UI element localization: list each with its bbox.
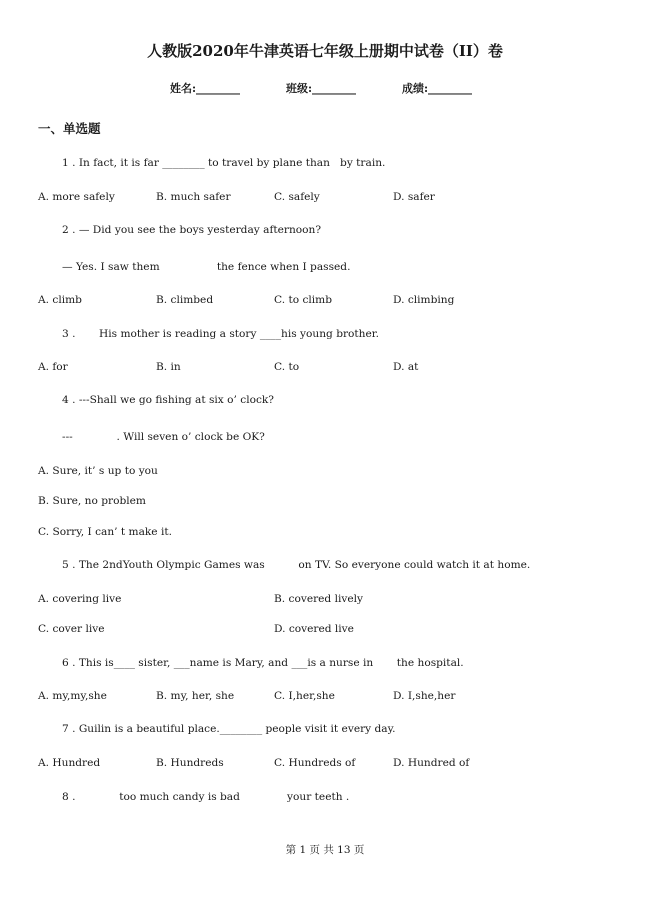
score-field: 成绩:________ xyxy=(402,82,473,95)
page-footer: 第 1 页 共 13 页 xyxy=(285,844,365,856)
question-5-option-c: C. cover live xyxy=(38,623,105,635)
question-7-option-c: C. Hundreds of xyxy=(274,757,356,769)
question-1-option-d: D. safer xyxy=(393,191,435,203)
question-1-option-c: C. safely xyxy=(274,191,320,203)
question-7-stem: 7 . Guilin is a beautiful place.________ people visit it every day. xyxy=(62,723,396,735)
question-3-option-c: C. to xyxy=(274,361,300,373)
question-4-stem: 4 . ---Shall we go fishing at six o’ clock? xyxy=(62,394,274,406)
question-5-option-d: D. covered live xyxy=(274,623,354,635)
page-title: 人教版2020年牛津英语七年级上册期中试卷（II）卷 xyxy=(147,42,503,60)
question-3-option-d: D. at xyxy=(393,361,419,373)
question-5-option-b: B. covered lively xyxy=(274,593,363,605)
question-1-option-a: A. more safely xyxy=(38,191,115,203)
question-5-option-a: A. covering live xyxy=(38,593,122,605)
question-1-option-b: B. much safer xyxy=(156,191,231,203)
question-3-stem: 3 . His mother is reading a story ____his young brother. xyxy=(62,328,380,340)
question-3-option-b: B. in xyxy=(156,361,181,373)
section-title: 一、单选题 xyxy=(38,121,101,136)
question-8-stem: 8 . too much candy is bad your teeth . xyxy=(62,791,350,803)
question-6-option-d: D. I,she,her xyxy=(393,690,456,702)
class-field: 班级:________ xyxy=(286,82,357,95)
name-field: 姓名:________ xyxy=(170,82,241,95)
question-4-option-b: B. Sure, no problem xyxy=(38,495,146,507)
question-6-option-c: C. I,her,she xyxy=(274,690,335,702)
question-6-option-b: B. my, her, she xyxy=(156,690,235,702)
question-6-option-a: A. my,my,she xyxy=(38,690,107,702)
question-2-option-c: C. to climb xyxy=(274,294,333,306)
question-2-option-d: D. climbing xyxy=(393,294,455,306)
question-2-stem: 2 . — Did you see the boys yesterday afternoon? xyxy=(62,224,322,236)
question-6-stem: 6 . This is____ sister, ___name is Mary, and ___is a nurse in the hospital. xyxy=(62,657,464,669)
question-2-option-b: B. climbed xyxy=(156,294,214,306)
question-7-option-b: B. Hundreds xyxy=(156,757,224,769)
question-4-option-c: C. Sorry, I can’ t make it. xyxy=(38,526,172,538)
question-7-option-d: D. Hundred of xyxy=(393,757,470,769)
question-2-option-a: A. climb xyxy=(38,294,82,306)
question-5-stem: 5 . The 2ndYouth Olympic Games was on TV. So everyone could watch it at home. xyxy=(62,559,531,571)
question-7-option-a: A. Hundred xyxy=(38,757,101,769)
question-4-option-a: A. Sure, it’ s up to you xyxy=(38,465,158,477)
question-1-stem: 1 . In fact, it is far ________ to travel by plane than by train. xyxy=(62,157,386,169)
question-4-stem-reply: --- . Will seven o’ clock be OK? xyxy=(62,431,265,443)
question-2-stem-reply: — Yes. I saw them the fence when I passed. xyxy=(62,261,351,273)
question-3-option-a: A. for xyxy=(38,361,68,373)
